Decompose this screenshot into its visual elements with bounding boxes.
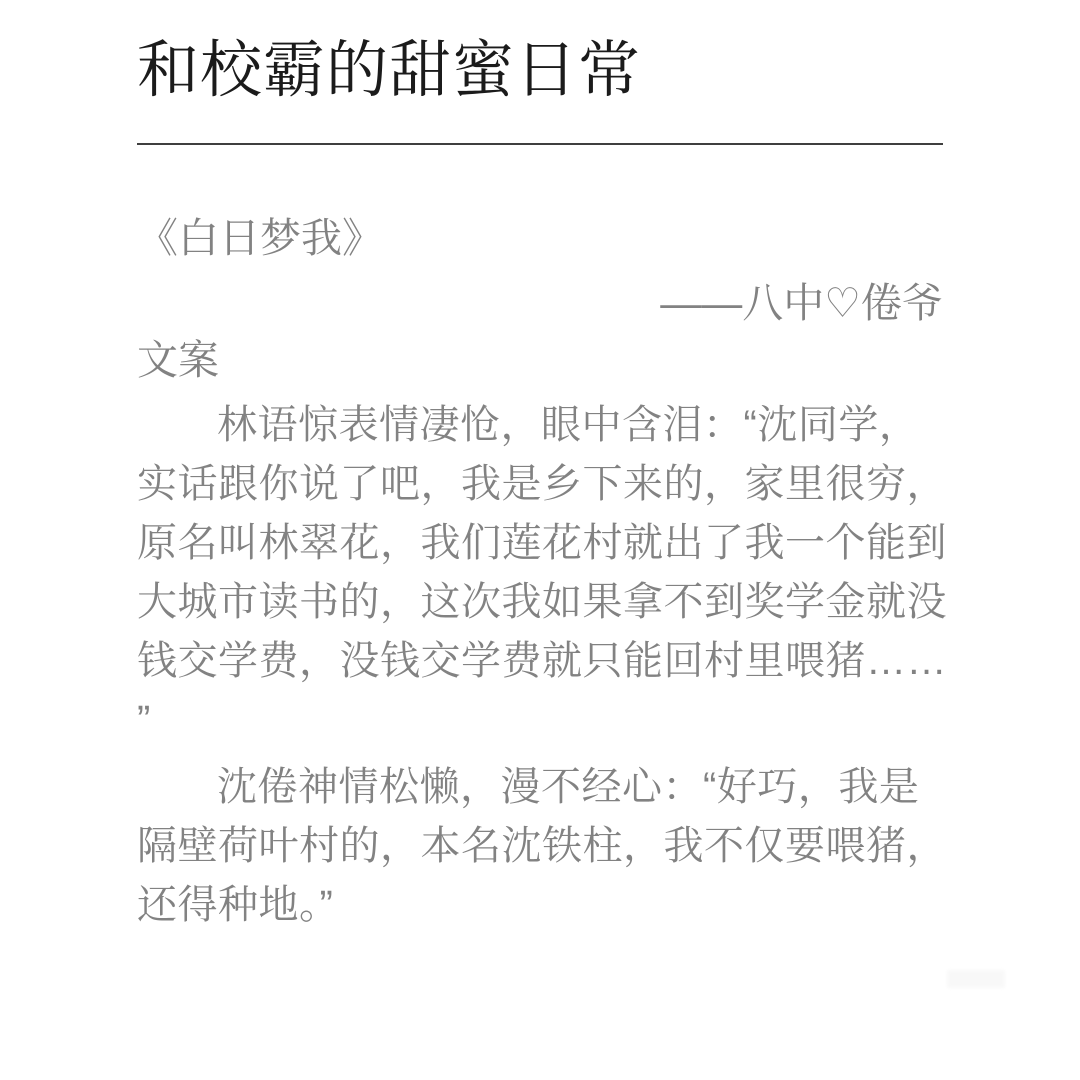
book-title: 《白日梦我》: [137, 215, 383, 261]
story-paragraphs: [137, 396, 947, 935]
title-divider: [137, 143, 943, 145]
section-label: 文案: [137, 337, 219, 383]
paragraph-line: 实话跟你说了吧，我是乡下来的，家里很穷，: [137, 462, 947, 506]
paragraph-line: ”: [137, 698, 151, 742]
paragraph-line: 大城市读书的，这次我如果拿不到奖学金就没: [137, 580, 947, 624]
paragraph-line: 原名叫林翠花，我们莲花村就出了我一个能到: [137, 521, 947, 565]
paragraph-line: 沈倦神情松懒，漫不经心：“好巧，我是: [217, 765, 920, 809]
paragraph-line: 还得种地。”: [137, 883, 334, 927]
faint-watermark: [947, 970, 1005, 988]
paragraph-line: 林语惊表情凄怆，眼中含泪：“沈同学，: [217, 403, 920, 447]
page-title: 和校霸的甜蜜日常: [137, 36, 642, 105]
paragraph: [137, 396, 947, 750]
paragraph-line: 隔壁荷叶村的，本名沈铁柱，我不仅要喂猪，: [137, 824, 947, 868]
paragraph: [137, 758, 947, 935]
paragraph-line: 钱交学费，没钱交学费就只能回村里喂猪……: [137, 639, 947, 683]
author-attribution: ——八中♡倦爷: [660, 280, 943, 326]
